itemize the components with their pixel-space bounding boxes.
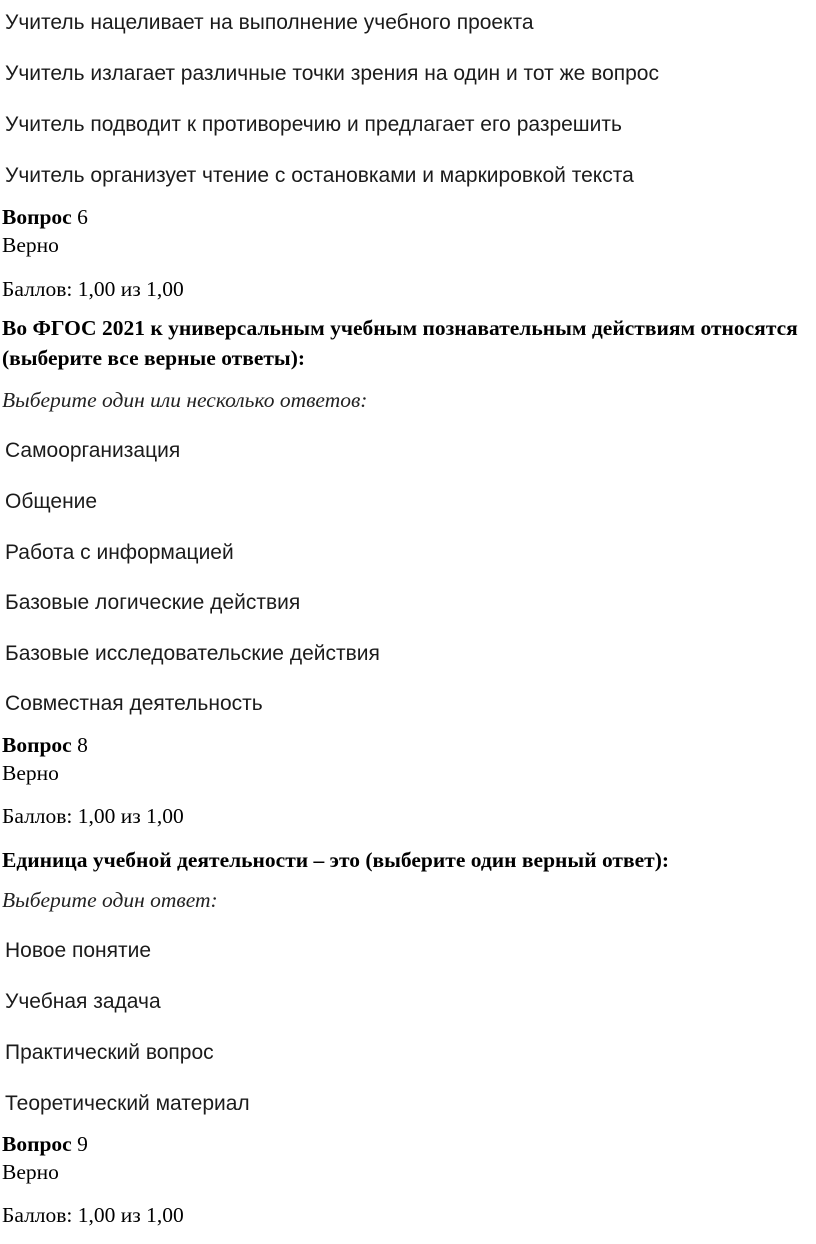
question-number: 9 <box>77 1132 88 1156</box>
q6-option[interactable]: Самоорганизация <box>5 439 181 462</box>
question-number: 8 <box>77 733 88 757</box>
q6-option[interactable]: Базовые исследовательские действия <box>5 642 380 665</box>
question-label: Вопрос <box>2 1132 72 1156</box>
prev-answer-option[interactable]: Учитель подводит к противоречию и предлагает его разрешить <box>5 113 622 136</box>
q8-option[interactable]: Учебная задача <box>5 990 161 1013</box>
question-6-header <box>2 207 88 229</box>
question-label: Вопрос <box>2 733 72 757</box>
q6-option[interactable]: Совместная деятельность <box>5 692 263 715</box>
question-9-header <box>2 1134 88 1156</box>
q6-option[interactable]: Общение <box>5 490 98 513</box>
question-6-instruction: Выберите один или несколько ответов: <box>2 388 368 412</box>
question-8-status: Верно <box>2 761 59 785</box>
question-6-text: Во ФГОС 2021 к универсальным учебным познавательным действиям относятся (выберите все верные ответы): <box>2 316 798 370</box>
question-8-score: Баллов: 1,00 из 1,00 <box>2 804 184 828</box>
question-6-status: Верно <box>2 233 59 257</box>
q6-option[interactable]: Базовые логические действия <box>5 591 301 614</box>
q6-option[interactable]: Работа с информацией <box>5 541 234 564</box>
prev-answer-option[interactable]: Учитель нацеливает на выполнение учебного проекта <box>5 11 534 34</box>
question-6-score: Баллов: 1,00 из 1,00 <box>2 277 184 301</box>
prev-answer-option[interactable]: Учитель излагает различные точки зрения на один и тот же вопрос <box>5 62 659 85</box>
question-8-text: Единица учебной деятельности – это (выберите один верный ответ): <box>2 848 670 872</box>
prev-answer-option[interactable]: Учитель организует чтение с остановками и маркировкой текста <box>5 164 634 187</box>
question-8-instruction: Выберите один ответ: <box>2 888 218 912</box>
question-8-header <box>2 735 88 757</box>
q8-option[interactable]: Практический вопрос <box>5 1041 214 1064</box>
question-number: 6 <box>77 205 88 229</box>
question-label: Вопрос <box>2 205 72 229</box>
question-9-score: Баллов: 1,00 из 1,00 <box>2 1203 184 1227</box>
q8-option[interactable]: Новое понятие <box>5 939 152 962</box>
question-9-status: Верно <box>2 1160 59 1184</box>
q8-option[interactable]: Теоретический материал <box>5 1092 250 1115</box>
